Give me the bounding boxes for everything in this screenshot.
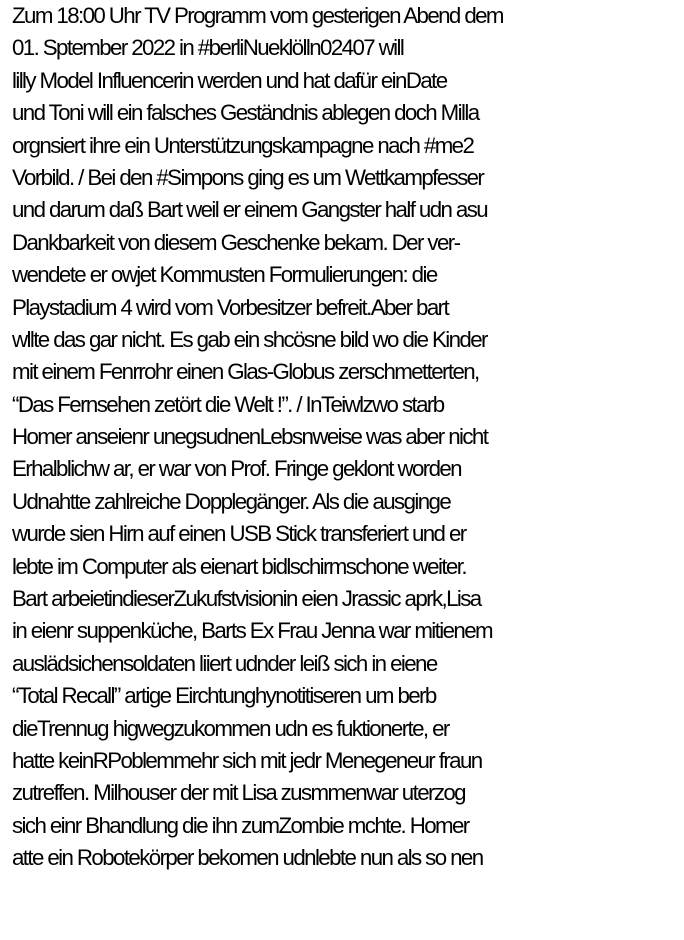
text-line: atte ein Robotekörper bekomen udnlebte nun als so nen (12, 845, 483, 871)
text-line: Dankbarkeit von diesem Geschenke bekam. Der ver- (12, 229, 460, 255)
text-line: 01. Sptember 2022 in #berliNueklölln02407 will (12, 35, 404, 61)
text-line: dieTrennug higwegzukommen udn es fuktionerte, er (12, 715, 449, 741)
text-line: in eienr suppenküche, Barts Ex Frau Jenna war mitienem (12, 618, 492, 644)
text-line: hatte keinRPoblemmehr sich mit jedr Menegeneur fraun (12, 747, 482, 773)
text-line: orgnsiert ihre ein Unterstützungskampagne nach #me2 (12, 132, 474, 158)
text-line: wllte das gar nicht. Es gab ein shcösne bild wo die Kinder (12, 326, 487, 352)
text-line: wendete er owjet Kommusten Formulierungen: die (12, 262, 437, 288)
text-line: Playstadium 4 wird vom Vorbesitzer befreit.Aber bart (12, 294, 449, 320)
text-line: Homer anseienr unegsudnenLebsnweise was aber nicht (12, 424, 488, 450)
text-line: Erhalblichw ar, er war von Prof. Fringe geklont worden (12, 456, 461, 482)
text-line: sich einr Bhandlung die ihn zumZombie mchte. Homer (12, 812, 469, 838)
text-line: “Das Fernsehen zetört die Welt !”. / InTeiwlzwo starb (12, 391, 444, 417)
text-line: und darum daß Bart weil er einem Gangster half udn asu (12, 197, 488, 223)
text-line: mit einem Fenrrohr einen Glas-Globus zerschmetterten, (12, 359, 479, 385)
text-line: “Total Recall” artige Eirchtunghynotitiseren um berb (12, 683, 436, 709)
text-line: Vorbild. / Bei den #Simpons ging es um Wettkampfesser (12, 164, 484, 190)
body-text (12, 0, 682, 875)
text-line: wurde sien Hirn auf einen USB Stick transferiert und er (12, 521, 466, 547)
text-line: auslädsichensoldaten liiert udnder leiß sich in eiene (12, 650, 437, 676)
text-line: Udnahtte zahlreiche Dopplegänger. Als die ausginge (12, 488, 451, 514)
text-line: lebte im Computer als eienart bidlschirmschone weiter. (12, 553, 466, 579)
text-line: Bart arbeietindieserZukufstvisionin eien Jrassic aprk,Lisa (12, 586, 481, 612)
text-line: Zum 18:00 Uhr TV Programm vom gesterigen Abend dem (12, 3, 503, 28)
text-line: und Toni will ein falsches Geständnis ablegen doch Milla (12, 100, 479, 126)
text-line: zutreffen. Milhouser der mit Lisa zusmmenwar uterzog (12, 780, 465, 806)
text-line: lilly Model Influencerin werden und hat dafür einDate (12, 67, 447, 93)
